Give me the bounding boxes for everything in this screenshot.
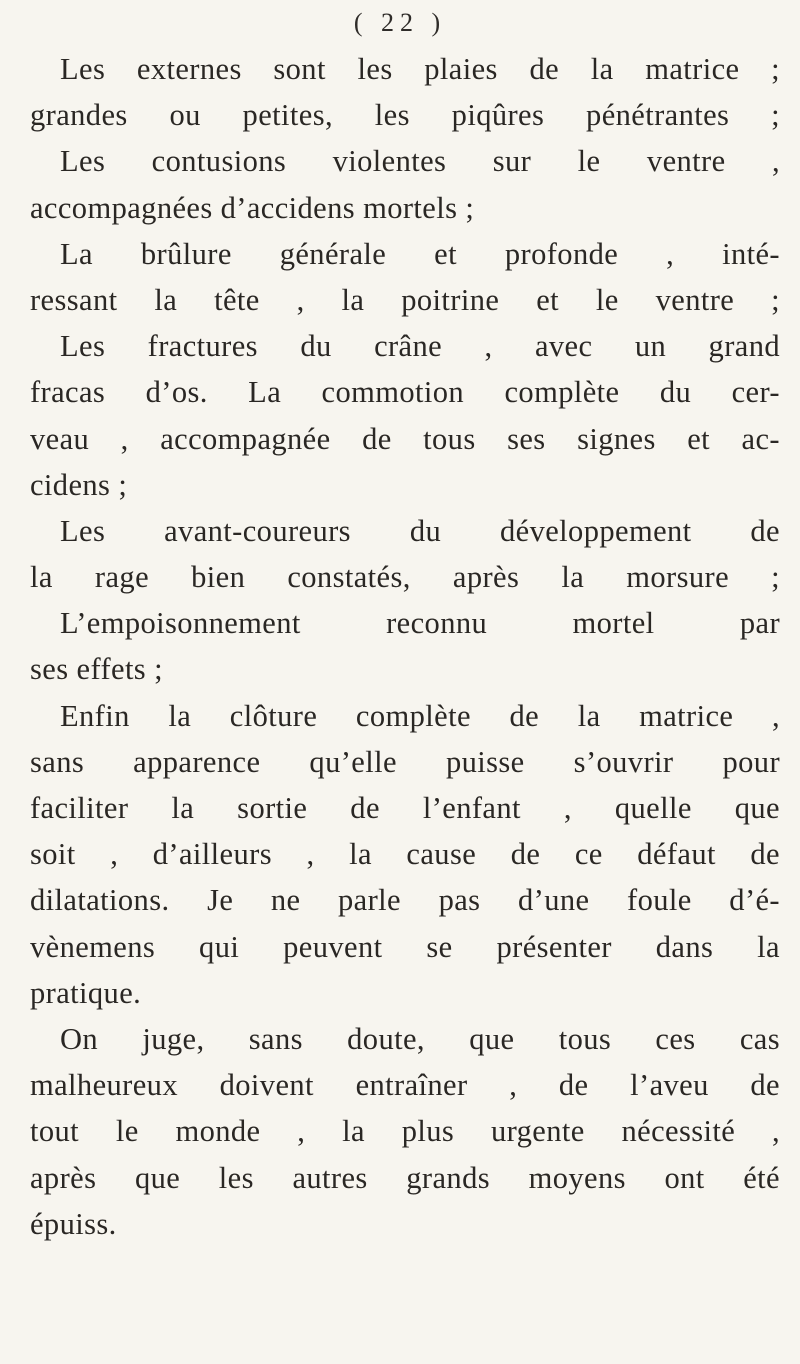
body-text — [30, 46, 780, 1247]
text-line: On juge, sans doute, que tous ces cas — [60, 1021, 780, 1056]
text-line: tout le monde , la plus urgente nécessité , — [30, 1114, 780, 1149]
text-line: sans apparence qu’elle puisse s’ouvrir pour — [30, 744, 780, 779]
text-line: après que les autres grands moyens ont été — [30, 1160, 780, 1195]
text-line: la rage bien constatés, après la morsure ; — [30, 560, 780, 595]
text-line: Les contusions violentes sur le ventre , — [60, 144, 780, 179]
text-line: ressant la tête , la poitrine et le ventre ; — [30, 282, 780, 317]
text-line: Enfin la clôture complète de la matrice , — [60, 698, 780, 733]
text-line: Les externes sont les plaies de la matrice ; — [60, 52, 780, 86]
page-number: ( 22 ) — [353, 8, 447, 37]
text-line: Les fractures du crâne , avec un grand — [60, 329, 780, 364]
text-line: pratique. — [30, 975, 142, 1010]
text-line: soit , d’ailleurs , la cause de ce défaut de — [30, 837, 780, 872]
text-line: L’empoisonnement reconnu mortel par — [60, 606, 780, 641]
text-line: Les avant-coureurs du développement de — [60, 513, 780, 548]
text-line: malheureux doivent entraîner , de l’aveu de — [30, 1068, 780, 1103]
text-line: vènemens qui peuvent se présenter dans la — [30, 929, 780, 964]
text-line: La brûlure générale et profonde , inté- — [60, 236, 780, 271]
text-line: grandes ou petites, les piqûres pénétrantes ; — [30, 98, 780, 133]
text-line: dilatations. Je ne parle pas d’une foule d’é- — [30, 883, 780, 918]
text-line: veau , accompagnée de tous ses signes et ac- — [30, 421, 780, 456]
text-line: accompagnées d’accidens mortels ; — [30, 190, 475, 225]
text-line: fracas d’os. La commotion complète du cer- — [30, 375, 780, 410]
text-line: épuiss. — [30, 1206, 117, 1241]
text-line: cidens ; — [30, 467, 128, 502]
text-line: ses effets ; — [30, 652, 163, 687]
text-line: faciliter la sortie de l’enfant , quelle que — [30, 791, 780, 825]
